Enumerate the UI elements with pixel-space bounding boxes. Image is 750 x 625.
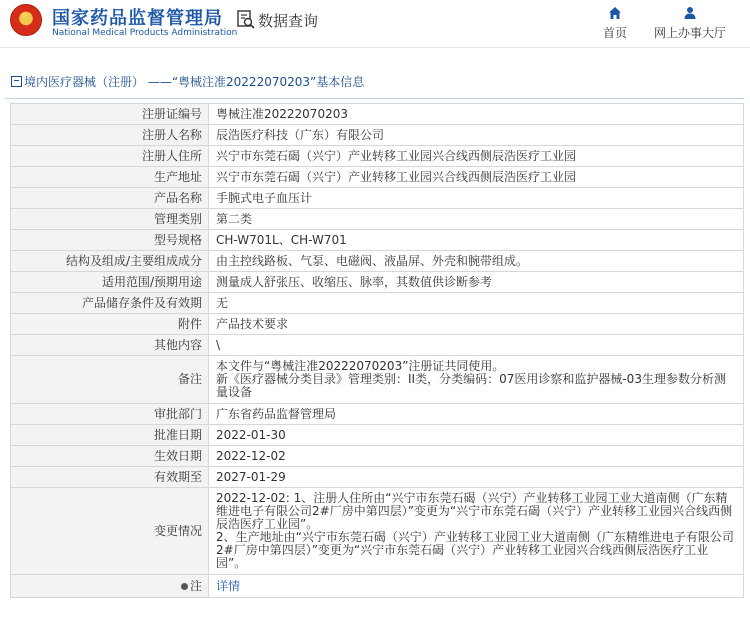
field-value: 产品技术要求 xyxy=(209,314,744,335)
nav-home[interactable] xyxy=(597,6,633,41)
table-row xyxy=(11,167,744,188)
field-label: 结构及组成/主要组成成分 xyxy=(11,251,209,272)
table-row xyxy=(11,188,744,209)
table-row xyxy=(11,251,744,272)
field-label: 审批部门 xyxy=(11,404,209,425)
user-icon xyxy=(683,6,697,20)
field-value: 本文件与“粤械注准20222070203”注册证共同使用。 新《医疗器械分类目录》管理类别：II类，分类编码：07医用诊察和监护器械-03生理参数分析测量设备 xyxy=(209,356,744,404)
field-label: 注册人住所 xyxy=(11,146,209,167)
pin-icon xyxy=(181,583,188,590)
field-label: 生效日期 xyxy=(11,446,209,467)
table-row xyxy=(11,314,744,335)
field-value: 第二类 xyxy=(209,209,744,230)
data-query-label: 数据查询 xyxy=(258,11,319,30)
nav-service-hall[interactable] xyxy=(650,6,730,41)
field-label: 有效期至 xyxy=(11,467,209,488)
field-label: 产品储存条件及有效期 xyxy=(11,293,209,314)
field-value: 无 xyxy=(209,293,744,314)
field-label: 批准日期 xyxy=(11,425,209,446)
data-query-icon xyxy=(237,10,255,30)
field-value: 兴宁市东莞石碣（兴宁）产业转移工业园兴合线西侧辰浩医疗工业园 xyxy=(209,146,744,167)
breadcrumb xyxy=(5,66,744,96)
field-value: 2022-01-30 xyxy=(209,425,744,446)
table-row xyxy=(11,404,744,425)
field-value: 粤械注准20222070203 xyxy=(209,104,744,125)
note-label-cell xyxy=(11,575,209,598)
field-label: 注册证编号 xyxy=(11,104,209,125)
breadcrumb-text[interactable]: 境内医疗器械（注册） ——“粤械注准20222070203”基本信息 xyxy=(24,74,365,89)
field-label: 生产地址 xyxy=(11,167,209,188)
national-emblem-icon: ★ xyxy=(10,4,42,36)
field-label: 其他内容 xyxy=(11,335,209,356)
table-row xyxy=(11,575,744,598)
table-row xyxy=(11,104,744,125)
table-row xyxy=(11,272,744,293)
site-title[interactable]: 国家药品监督管理局 xyxy=(52,8,223,29)
field-label: 适用范围/预期用途 xyxy=(11,272,209,293)
field-label: 管理类别 xyxy=(11,209,209,230)
table-row xyxy=(11,488,744,575)
field-value: 由主控线路板、气泵、电磁阀、液晶屏、外壳和腕带组成。 xyxy=(209,251,744,272)
nav-home-label: 首页 xyxy=(602,26,627,40)
divider xyxy=(5,98,744,99)
field-value: 手腕式电子血压计 xyxy=(209,188,744,209)
field-label: 产品名称 xyxy=(11,188,209,209)
field-label: 型号规格 xyxy=(11,230,209,251)
field-value: 2027-01-29 xyxy=(209,467,744,488)
field-value: 2022-12-02 xyxy=(209,446,744,467)
table-row xyxy=(11,467,744,488)
field-label: 备注 xyxy=(11,356,209,404)
data-query-link[interactable] xyxy=(237,10,318,30)
field-value: 广东省药品监督管理局 xyxy=(209,404,744,425)
table-row xyxy=(11,230,744,251)
field-value: CH-W701L、CH-W701 xyxy=(209,230,744,251)
nav-service-hall-label: 网上办事大厅 xyxy=(653,26,726,40)
table-row xyxy=(11,356,744,404)
site-header xyxy=(0,0,750,48)
table-row xyxy=(11,209,744,230)
field-value: 2022-12-02: 1、注册人住所由“兴宁市东莞石碣（兴宁）产业转移工业园工业大道南侧（广东精维进电子有限公司2#厂房中第四层）”变更为“兴宁市东莞石碣（兴宁）产业转移工业园兴合线西侧辰浩医疗工业园”。 2、生产地址由“兴宁市东莞石碣（兴宁）产业转移工业园工业大道南侧（广东精维进电子有限公司2#厂房中第四层）”变更为“兴宁市东莞石碣（兴宁）产业转移工业园兴合线西侧辰浩医疗工业园”。 xyxy=(209,488,744,575)
field-value: 辰浩医疗科技（广东）有限公司 xyxy=(209,125,744,146)
site-subtitle: National Medical Products Administration xyxy=(52,28,238,38)
note-label: 注 xyxy=(189,578,202,593)
note-value-cell xyxy=(209,575,744,598)
field-label: 附件 xyxy=(11,314,209,335)
details-link[interactable]: 详情 xyxy=(216,578,241,593)
table-row xyxy=(11,293,744,314)
table-row xyxy=(11,125,744,146)
table-row xyxy=(11,335,744,356)
table-row xyxy=(11,146,744,167)
home-icon xyxy=(608,6,622,20)
field-value: 测量成人舒张压、收缩压、脉率，其数值供诊断参考 xyxy=(209,272,744,293)
breadcrumb-icon xyxy=(11,76,22,87)
field-value: \ xyxy=(209,335,744,356)
table-row xyxy=(11,446,744,467)
field-label: 注册人名称 xyxy=(11,125,209,146)
field-value: 兴宁市东莞石碣（兴宁）产业转移工业园兴合线西侧辰浩医疗工业园 xyxy=(209,167,744,188)
field-label: 变更情况 xyxy=(11,488,209,575)
table-row xyxy=(11,425,744,446)
record-table xyxy=(10,103,744,598)
